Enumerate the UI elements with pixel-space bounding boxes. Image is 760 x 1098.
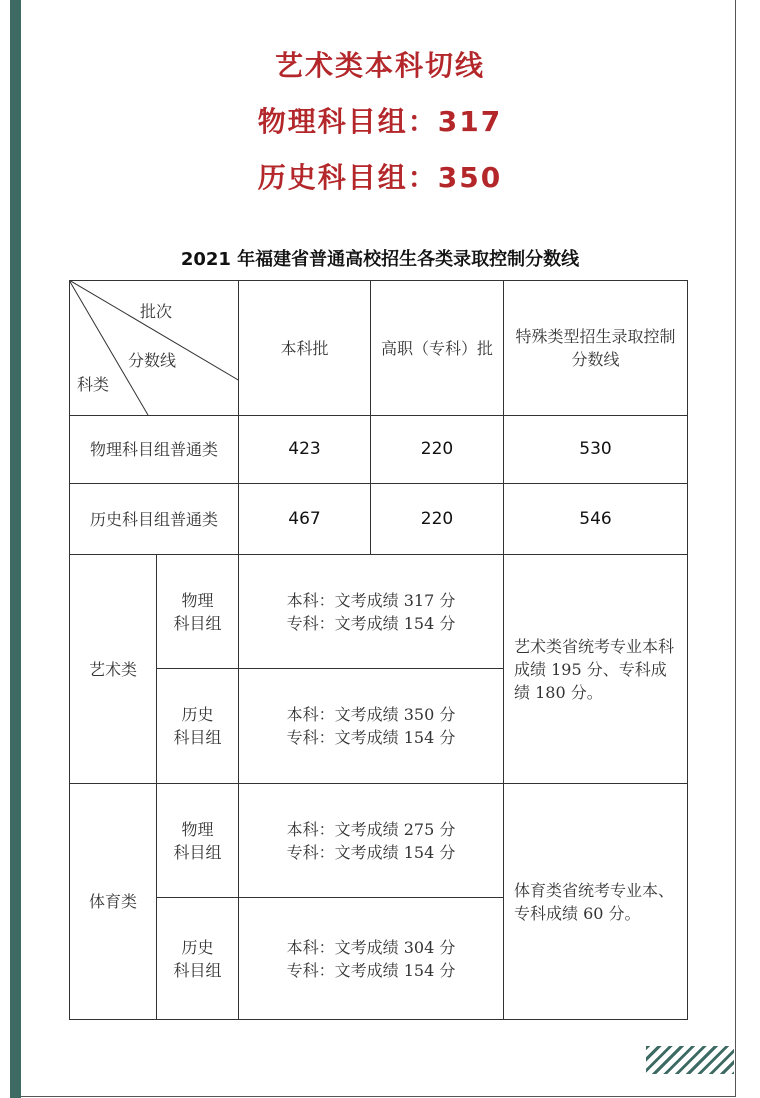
art-history-vocational: 专科：文考成绩 154 分 bbox=[286, 728, 456, 747]
headline-title: 艺术类本科切线 bbox=[274, 49, 485, 82]
sport-history-scores bbox=[239, 898, 503, 1019]
corner-score-label: 分数线 bbox=[128, 351, 177, 370]
sport-physics-scores bbox=[239, 784, 503, 897]
table-border-bottom bbox=[69, 1019, 688, 1020]
col-header-undergrad: 本科批 bbox=[280, 338, 329, 358]
art-sub-history bbox=[157, 669, 238, 783]
col-header-vocational: 高职（专科）批 bbox=[380, 338, 493, 358]
sport-history-vocational: 专科：文考成绩 154 分 bbox=[286, 960, 456, 980]
corner-category-label: 科类 bbox=[77, 375, 110, 394]
table-title: 2021 年福建省普通高校招生各类录取控制分数线 bbox=[180, 249, 580, 270]
art-history-undergrad: 本科：文考成绩 350 分 bbox=[286, 705, 456, 724]
art-physics-undergrad: 本科：文考成绩 317 分 bbox=[286, 590, 456, 610]
art-physics-scores bbox=[239, 555, 503, 668]
cell-physics-vocational: 220 bbox=[420, 439, 454, 459]
group-label-sport: 体育类 bbox=[88, 892, 137, 911]
art-sub-physics bbox=[157, 555, 238, 668]
table-border-right bbox=[687, 280, 688, 1019]
row-label-physics: 物理科目组普通类 bbox=[89, 440, 218, 459]
score-table bbox=[69, 280, 688, 1019]
headline-physics: 物理科目组：317 bbox=[257, 105, 503, 138]
corner-batch-label: 批次 bbox=[140, 302, 173, 321]
sport-sub-history-line2: 科目组 bbox=[173, 960, 222, 980]
sport-sub-physics bbox=[157, 784, 238, 897]
sport-physics-undergrad: 本科：文考成绩 275 分 bbox=[286, 819, 456, 839]
sport-note: 体育类省统考专业本、专科成绩 60 分。 bbox=[514, 880, 675, 923]
art-sub-physics-line2: 科目组 bbox=[173, 613, 222, 633]
sport-sub-history-line1: 历史 bbox=[181, 937, 214, 957]
cell-history-vocational: 220 bbox=[420, 508, 454, 529]
headline-history: 历史科目组：350 bbox=[257, 161, 503, 194]
sport-physics-vocational: 专科：文考成绩 154 分 bbox=[286, 842, 456, 862]
sport-sub-physics-line2: 科目组 bbox=[173, 842, 222, 862]
art-physics-vocational: 专科：文考成绩 154 分 bbox=[286, 613, 456, 633]
group-label-art: 艺术类 bbox=[88, 659, 137, 679]
art-sub-physics-line1: 物理 bbox=[181, 590, 214, 610]
art-sub-history-line1: 历史 bbox=[181, 705, 214, 724]
art-sub-history-line2: 科目组 bbox=[173, 728, 222, 747]
cell-physics-special: 530 bbox=[579, 439, 612, 459]
col-header-special: 特殊类型招生录取控制分数线 bbox=[515, 327, 676, 369]
cell-physics-undergrad: 423 bbox=[288, 439, 321, 459]
decorative-stripes bbox=[646, 1046, 734, 1074]
art-note: 艺术类省统考专业本科成绩 195 分、专科成绩 180 分。 bbox=[514, 636, 675, 702]
sport-history-undergrad: 本科：文考成绩 304 分 bbox=[286, 937, 456, 957]
sport-sub-history bbox=[157, 898, 238, 1019]
row-label-history: 历史科目组普通类 bbox=[89, 509, 218, 529]
cell-history-special: 546 bbox=[579, 508, 612, 529]
art-history-scores bbox=[239, 669, 503, 783]
sport-sub-physics-line1: 物理 bbox=[181, 819, 214, 839]
cell-history-undergrad: 467 bbox=[288, 508, 321, 529]
